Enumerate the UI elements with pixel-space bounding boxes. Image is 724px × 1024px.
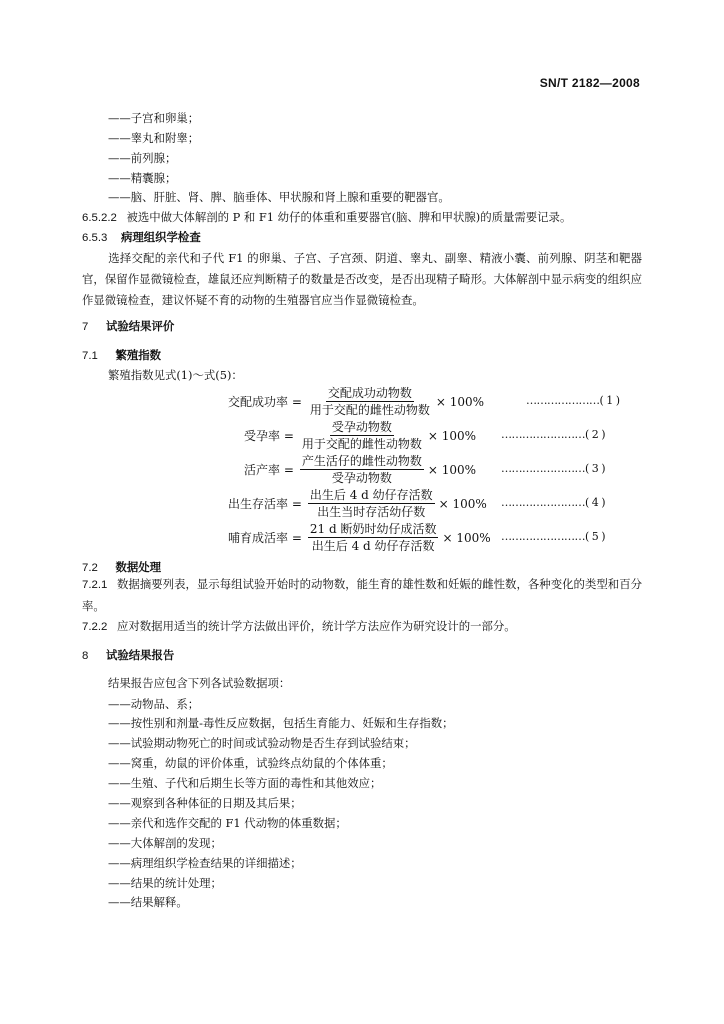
- multiplier: × 100%: [438, 496, 487, 511]
- formula-leader: [501, 496, 605, 509]
- list-item: ——子宫和卵巢；: [108, 111, 200, 125]
- denominator: 出生当时存活幼仔数: [317, 505, 426, 519]
- equation-number: ( 1 ): [599, 394, 620, 407]
- section-number: 7.1: [82, 350, 98, 362]
- leader-dots: ……………………: [501, 496, 585, 509]
- section-title: 数据处理: [115, 562, 162, 574]
- clause-6-5-2-2: [82, 210, 571, 225]
- fraction: [300, 454, 424, 485]
- formula-leader: [501, 462, 605, 475]
- list-item: ——结果的统计处理；: [108, 876, 222, 890]
- formula-label: 哺育成活率 =: [228, 531, 302, 545]
- list-item: ——动物品、系；: [108, 697, 200, 711]
- paragraph-6-5-3: [82, 248, 642, 311]
- clause-7-2-1: [82, 574, 642, 617]
- paragraph-text: 选择交配的亲代和子代 F1 的卵巢、子宫、子宫颈、阴道、睾丸、副睾、精液小囊、前列腺、阴茎和靶器官，保留作显微镜检查，雄鼠还应判断精子的数量是否改变，是否出现精子畸形。大体解剖中显示病变的组织应作显微镜检查，建议怀疑不育的动物的生殖器官应当作显微镜检查。: [82, 251, 642, 307]
- denominator: 出生后 4 d 幼仔存活数: [311, 539, 435, 553]
- section-title: 试验结果评价: [105, 321, 175, 333]
- section-title: 繁殖指数: [115, 350, 162, 362]
- list-item: ——大体解剖的发现；: [108, 836, 222, 850]
- list-item: ——窝重，幼鼠的评价体重，试验终点幼鼠的个体体重；: [108, 756, 393, 770]
- paragraph-8: 结果报告应包含下列各试验数据项：: [108, 676, 291, 690]
- denominator: 用于交配的雌性动物数: [301, 437, 422, 451]
- list-item: ——观察到各种体征的日期及其后果；: [108, 796, 302, 810]
- formula-leader: [501, 530, 605, 543]
- formula-label: 交配成功率 =: [228, 395, 302, 409]
- equation-number: ( 4 ): [585, 496, 606, 509]
- formula-4: [228, 488, 487, 519]
- clause-number: 7.2.2: [82, 621, 108, 633]
- list-item: ——试验期动物死亡的时间或试验动物是否生存到试验结束；: [108, 736, 416, 750]
- list-item: ——病理组织学检查结果的详细描述；: [108, 856, 302, 870]
- formula-label: 活产率 =: [244, 463, 294, 477]
- section-7: [82, 319, 174, 334]
- numerator: 出生后 4 d 幼仔存活数: [309, 488, 433, 502]
- numerator: 产生活仔的雌性动物数: [301, 454, 422, 468]
- clause-text: 被选中做大体解剖的 P 和 F1 幼仔的体重和重要器官(脑、脾和甲状腺)的质量需要记录。: [126, 210, 572, 224]
- multiplier: × 100%: [442, 530, 491, 545]
- clause-text: 数据摘要列表，显示每组试验开始时的动物数，能生育的雄性数和妊娠的雌性数，各种变化的类型和百分率。: [82, 577, 642, 613]
- section-number: 8: [82, 650, 89, 662]
- formula-3: [244, 454, 476, 485]
- list-item: ——睾丸和附睾；: [108, 131, 200, 145]
- formula-label: 受孕率 =: [244, 429, 294, 443]
- fraction: [308, 488, 435, 519]
- list-item: ——亲代和选作交配的 F1 代动物的体重数据；: [108, 816, 347, 830]
- section-title: 病理组织学检查: [120, 232, 201, 244]
- section-7-2: [82, 560, 161, 575]
- standard-code: SN/T 2182—2008: [539, 76, 640, 90]
- list-item: ——生殖、子代和后期生长等方面的毒性和其他效应；: [108, 776, 382, 790]
- leader-dots: ……………………: [501, 530, 585, 543]
- numerator: 交配成功动物数: [327, 386, 412, 400]
- list-item: ——精囊腺；: [108, 171, 177, 185]
- list-item: ——脑、肝脏、肾、脾、脑垂体、甲状腺和肾上腺和重要的靶器官。: [108, 190, 450, 204]
- multiplier: × 100%: [427, 428, 477, 443]
- section-number: 7.2: [82, 562, 98, 574]
- denominator: 受孕动物数: [331, 471, 392, 485]
- equation-number: ( 3 ): [585, 462, 606, 475]
- leader-dots: ……………………: [501, 428, 585, 441]
- clause-7-2-2: [82, 619, 516, 634]
- equation-number: ( 5 ): [585, 530, 606, 543]
- section-6-5-3: [82, 230, 201, 245]
- multiplier: × 100%: [435, 394, 485, 409]
- section-number: 7: [82, 321, 89, 333]
- leader-dots: ……………………: [501, 462, 585, 475]
- list-item: ——按性别和剂量-毒性反应数据，包括生育能力、妊娠和生存指数；: [108, 716, 454, 730]
- fraction: [300, 420, 424, 451]
- section-number: 6.5.3: [82, 232, 108, 244]
- clause-text: 应对数据用适当的统计学方法做出评价，统计学方法应作为研究设计的一部分。: [116, 619, 516, 633]
- formula-label: 出生存活率 =: [228, 497, 302, 511]
- fraction: [308, 386, 432, 417]
- denominator: 用于交配的雌性动物数: [309, 403, 430, 417]
- formula-leader: [501, 428, 605, 441]
- leader-dots: …………………: [526, 394, 600, 407]
- section-7-1: [82, 348, 161, 363]
- clause-number: 7.2.1: [82, 579, 108, 591]
- equation-number: ( 2 ): [585, 428, 606, 441]
- formula-2: [244, 420, 476, 451]
- numerator: 21 d 断奶时幼仔成活数: [309, 522, 437, 536]
- section-title: 试验结果报告: [105, 650, 175, 662]
- numerator: 受孕动物数: [331, 420, 392, 434]
- formula-5: [228, 522, 491, 553]
- clause-number: 6.5.2.2: [82, 212, 117, 224]
- section-8: [82, 648, 174, 663]
- multiplier: × 100%: [427, 462, 477, 477]
- formula-leader: [526, 394, 620, 407]
- formula-1: [228, 386, 484, 417]
- list-item: ——结果解释。: [108, 895, 188, 909]
- list-item: ——前列腺；: [108, 151, 177, 165]
- fraction: [308, 522, 439, 553]
- paragraph-7-1: 繁殖指数见式(1)～式(5)：: [108, 368, 243, 382]
